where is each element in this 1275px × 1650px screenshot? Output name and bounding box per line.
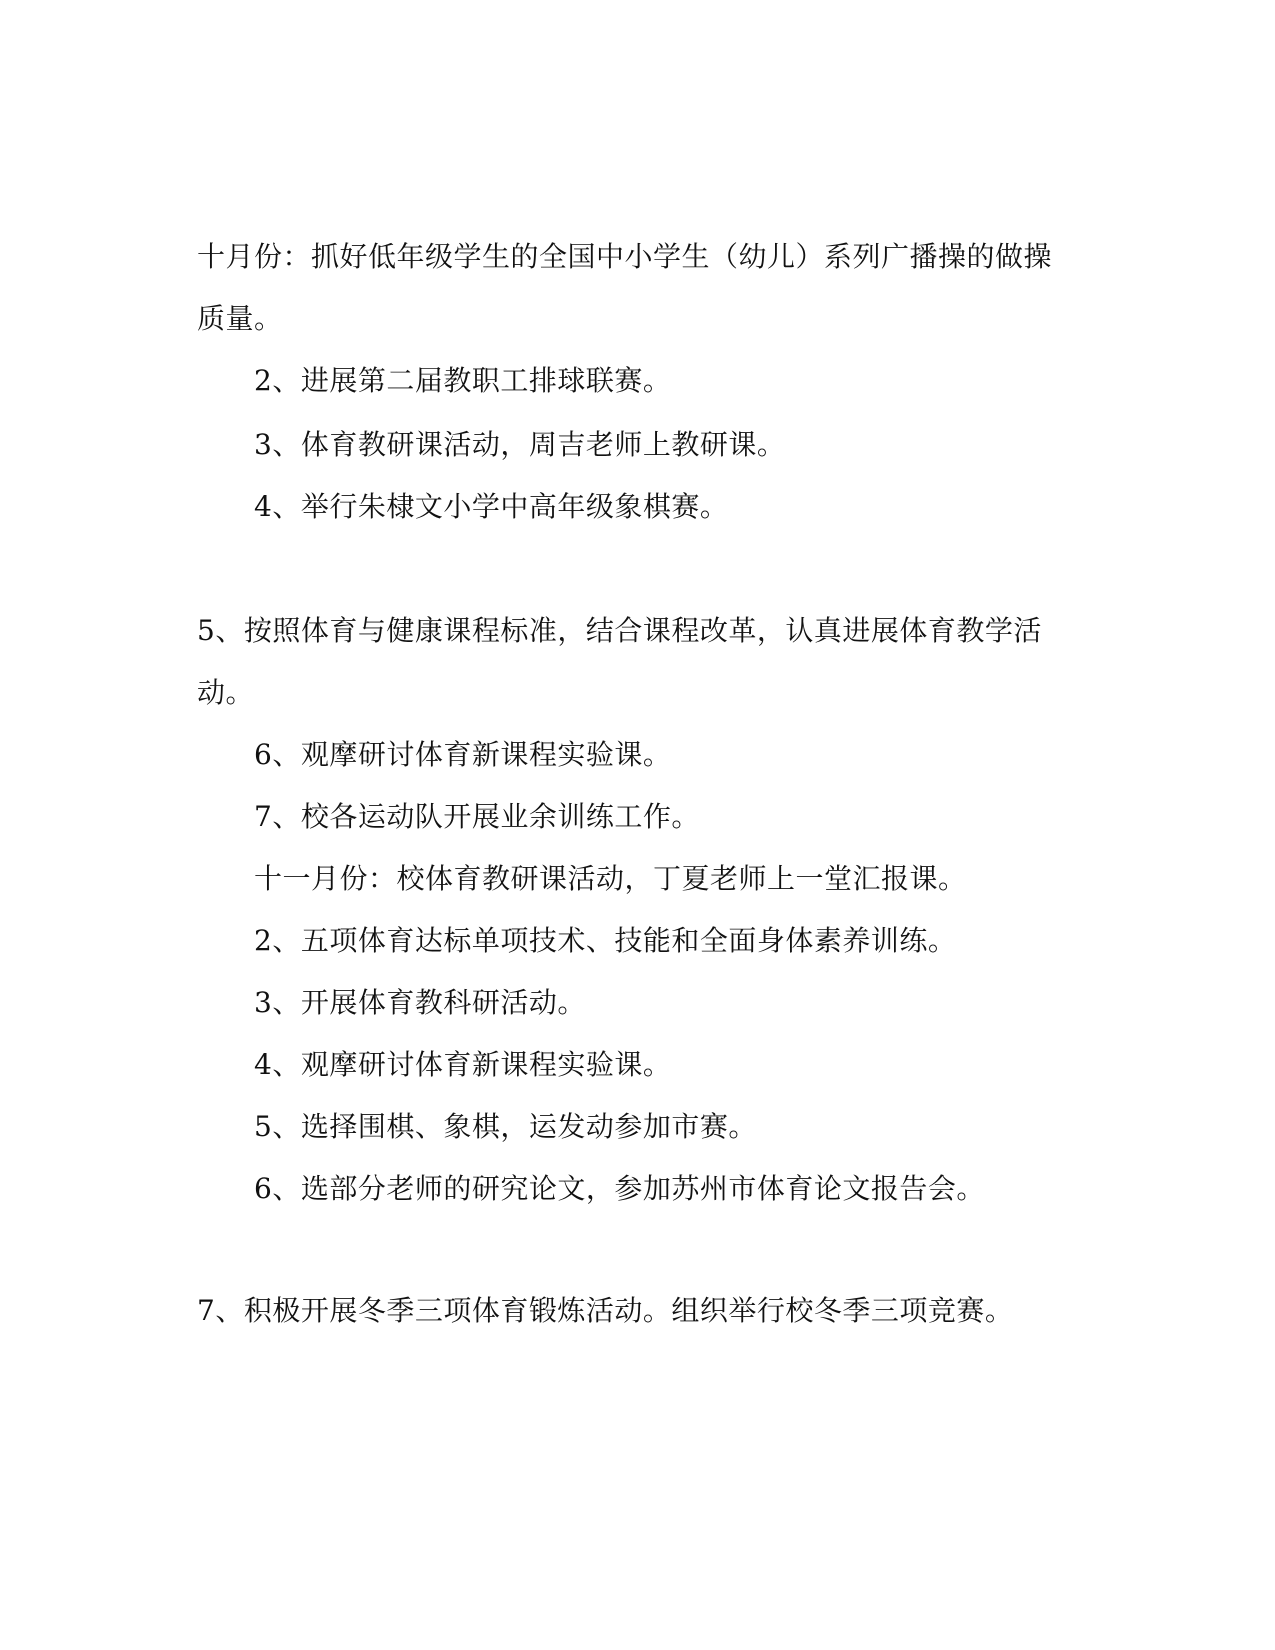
text-line-nov-item-5: 5、选择围棋、象棋，运发动参加市赛。 <box>254 1110 757 1143</box>
text-line-item-3-research-class: 3、体育教研课活动，周吉老师上教研课。 <box>254 428 786 461</box>
text-line-item-6-observe: 6、观摩研讨体育新课程实验课。 <box>254 738 672 771</box>
text-line-item-4-chess: 4、举行朱棣文小学中高年级象棋赛。 <box>254 490 729 523</box>
text-line-october-plan: 十月份：抓好低年级学生的全国中小学生（幼儿）系列广播操的做操 <box>197 240 1053 273</box>
text-line-november-plan: 十一月份：校体育教研课活动，丁夏老师上一堂汇报课。 <box>254 862 967 895</box>
text-line-nov-item-6: 6、选部分老师的研究论文，参加苏州市体育论文报告会。 <box>254 1172 985 1205</box>
text-line-item-5-cont: 动。 <box>197 676 255 709</box>
text-line-nov-item-2: 2、五项体育达标单项技术、技能和全面身体素养训练。 <box>254 924 957 957</box>
text-line-item-2-volleyball: 2、进展第二届教职工排球联赛。 <box>254 364 672 397</box>
text-line-item-7-training: 7、校各运动队开展业余训练工作。 <box>254 800 700 833</box>
text-line-nov-item-4: 4、观摩研讨体育新课程实验课。 <box>254 1048 672 1081</box>
text-line-october-plan-cont: 质量。 <box>197 302 283 335</box>
text-line-nov-item-7: 7、积极开展冬季三项体育锻炼活动。组织举行校冬季三项竞赛。 <box>197 1294 1014 1327</box>
text-line-nov-item-3: 3、开展体育教科研活动。 <box>254 986 586 1019</box>
text-line-item-5-curriculum: 5、按照体育与健康课程标准，结合课程改革，认真进展体育教学活 <box>197 614 1042 647</box>
